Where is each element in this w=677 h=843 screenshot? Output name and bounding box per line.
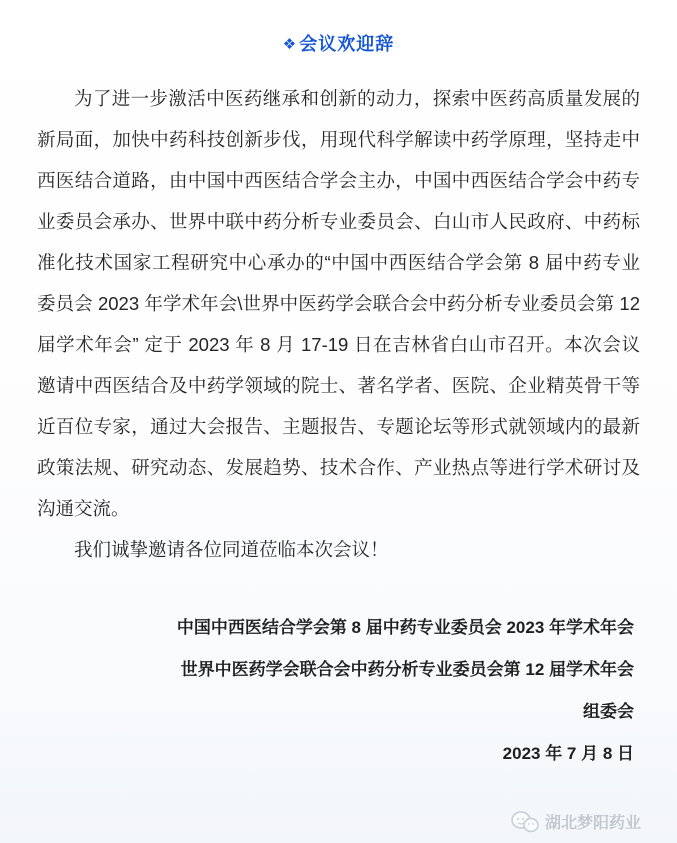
signature-line-organizer: 组委会 (583, 702, 634, 721)
body-line: 新局面，加快中药科技创新步伐，用现代科学解读中药学原理，坚持走中 (37, 129, 640, 150)
body-line: 为了进一步激活中医药继承和创新的动力，探索中医药高质量发展的 (74, 88, 640, 109)
diamond-bullet-icon: ❖ (282, 36, 298, 53)
signature-line-committee-2: 世界中医药学会联合会中药分析专业委员会第 12 届学术年会 (180, 660, 634, 679)
body-line: 委员会 2023 年学术年会\世界中医药学会联合会中药分析专业委员会第 12 (37, 293, 640, 314)
watermark-text: 湖北梦阳药业 (544, 815, 641, 832)
body-line: 准化技术国家工程研究中心承办的“中国中西医结合学会第 8 届中药专业 (37, 252, 640, 273)
body-line: 我们诚挚邀请各位同道莅临本次会议！ (74, 539, 389, 560)
signature-line-committee-1: 中国中西医结合学会第 8 届中药专业委员会 2023 年学术年会 (176, 618, 634, 637)
body-line: 近百位专家，通过大会报告、主题报告、专题论坛等形式就领域内的最新 (37, 416, 640, 437)
body-line: 业委员会承办、世界中联中药分析专业委员会、白山市人民政府、中药标 (37, 211, 640, 232)
body-line: 届学术年会” 定于 2023 年 8 月 17-19 日在吉林省白山市召开。本次会议 (37, 334, 640, 355)
page-title (0, 30, 677, 56)
page-title-text: 会议欢迎辞 (299, 34, 395, 54)
body-line: 邀请中西医结合及中药学领域的院士、著名学者、医院、企业精英骨干等 (37, 375, 640, 396)
watermark (510, 810, 641, 833)
body-line: 政策法规、研究动态、发展趋势、技术合作、产业热点等进行学术研讨及 (37, 457, 640, 478)
signature-date: 2023 年 7 月 8 日 (502, 744, 634, 763)
chat-faces-logo-icon (510, 811, 540, 833)
body-text (37, 78, 640, 570)
body-line: 沟通交流。 (37, 498, 130, 519)
body-line: 西医结合道路，由中国中西医结合学会主办，中国中西医结合学会中药专 (37, 170, 640, 191)
signature-block (37, 607, 634, 775)
